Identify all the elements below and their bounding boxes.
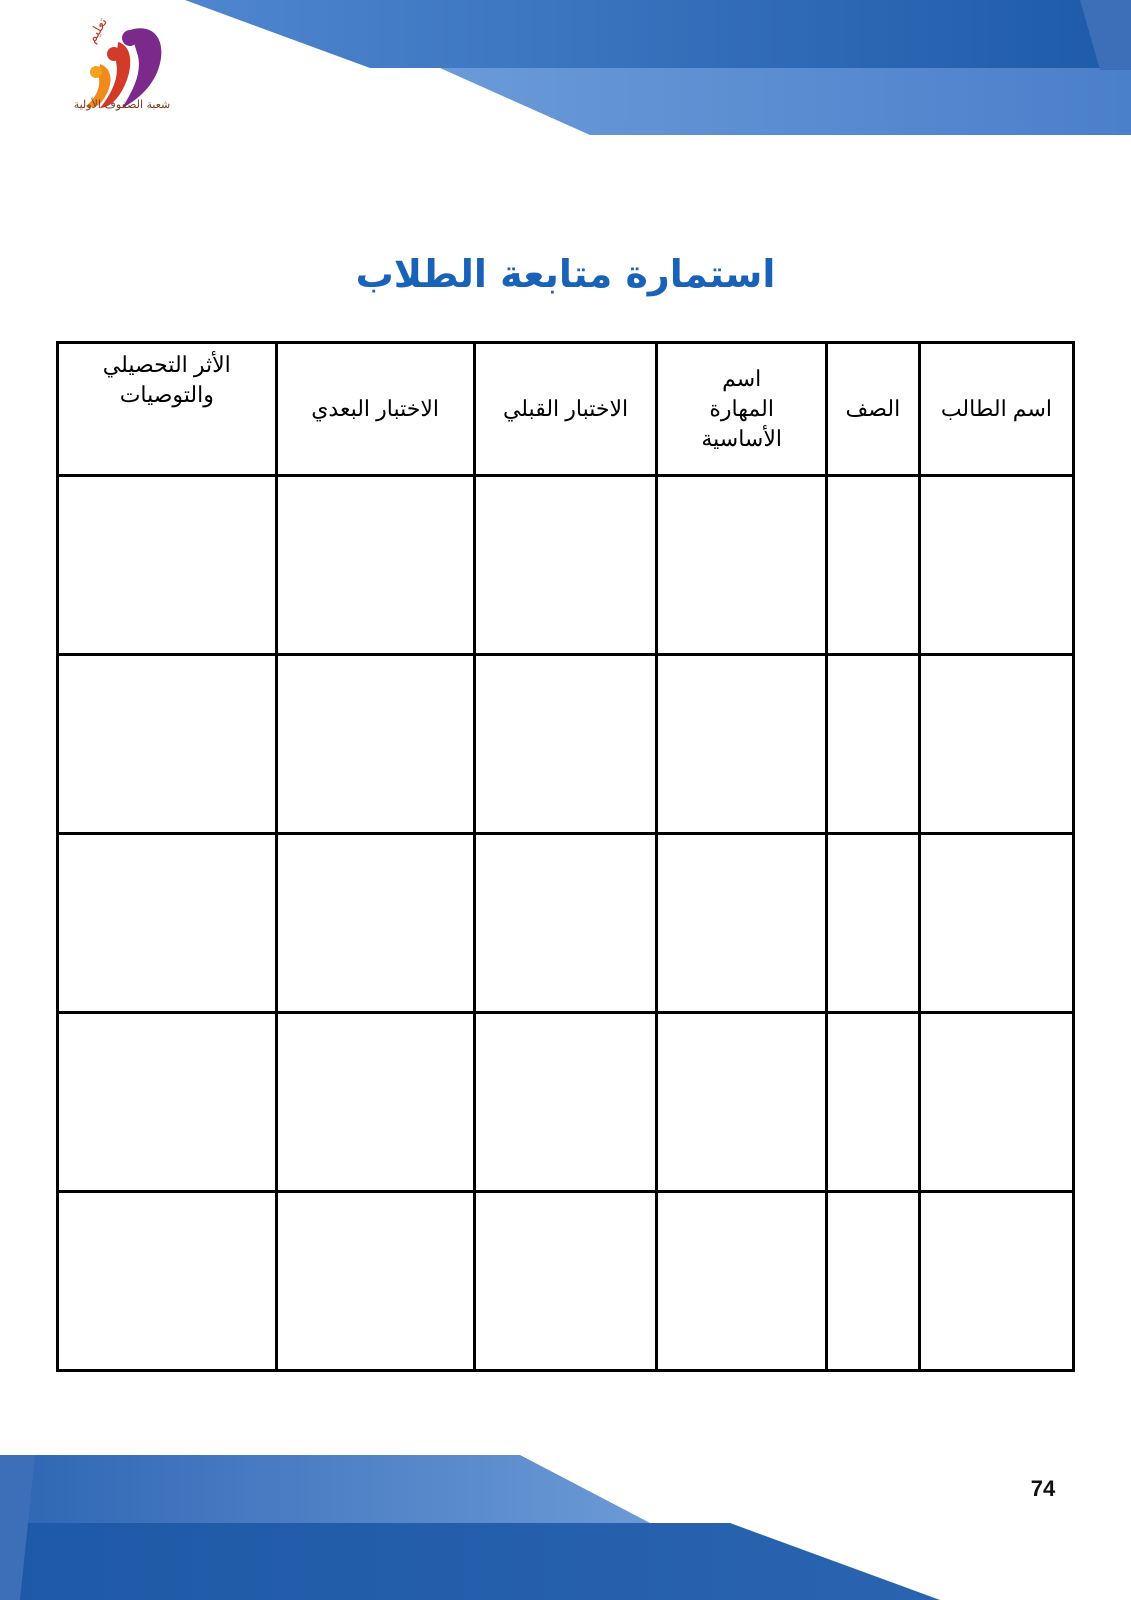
cell-impact[interactable] [58, 1013, 277, 1192]
cell-skill[interactable] [657, 1013, 827, 1192]
cell-pre-test[interactable] [474, 476, 657, 655]
cell-grade[interactable] [826, 476, 919, 655]
header-student-name: اسم الطالب [919, 343, 1073, 476]
page-title: استمارة متابعة الطلاب [355, 252, 776, 296]
cell-skill[interactable] [657, 1192, 827, 1371]
page-number: 74 [1030, 1476, 1056, 1501]
cell-skill[interactable] [657, 834, 827, 1013]
education-logo [60, 12, 190, 137]
cell-impact[interactable] [58, 1192, 277, 1371]
logo-caption: شعبة الصفوف الأولية [73, 98, 171, 111]
header-post-test: الاختبار البعدي [276, 343, 474, 476]
cell-post-test[interactable] [276, 655, 474, 834]
cell-grade[interactable] [826, 1192, 919, 1371]
cell-student-name[interactable] [919, 834, 1073, 1013]
header-grade: الصف [826, 343, 919, 476]
cell-student-name[interactable] [919, 655, 1073, 834]
cell-student-name[interactable] [919, 476, 1073, 655]
cell-skill[interactable] [657, 476, 827, 655]
cell-grade[interactable] [826, 834, 919, 1013]
cell-grade[interactable] [826, 655, 919, 834]
table-row [58, 1192, 1074, 1371]
header-basic-skill-name: اسم المهارة الأساسية [657, 343, 827, 476]
cell-post-test[interactable] [276, 476, 474, 655]
header-achievement-impact: الأثر التحصيلي والتوصيات [58, 343, 277, 476]
cell-grade[interactable] [826, 1013, 919, 1192]
student-tracking-table [56, 341, 1075, 1372]
cell-impact[interactable] [58, 476, 277, 655]
table-row [58, 1013, 1074, 1192]
table-header-row [58, 343, 1074, 476]
cell-pre-test[interactable] [474, 1192, 657, 1371]
cell-student-name[interactable] [919, 1192, 1073, 1371]
cell-post-test[interactable] [276, 1013, 474, 1192]
table-row [58, 834, 1074, 1013]
bottom-banner [0, 1455, 1131, 1600]
cell-skill[interactable] [657, 655, 827, 834]
cell-impact[interactable] [58, 655, 277, 834]
header-pre-test: الاختبار القبلي [474, 343, 657, 476]
table-row [58, 655, 1074, 834]
table-row [58, 476, 1074, 655]
cell-pre-test[interactable] [474, 1013, 657, 1192]
cell-post-test[interactable] [276, 834, 474, 1013]
logo-wordmark: تعليم [84, 15, 111, 46]
cell-student-name[interactable] [919, 1013, 1073, 1192]
cell-pre-test[interactable] [474, 655, 657, 834]
cell-impact[interactable] [58, 834, 277, 1013]
cell-post-test[interactable] [276, 1192, 474, 1371]
cell-pre-test[interactable] [474, 834, 657, 1013]
